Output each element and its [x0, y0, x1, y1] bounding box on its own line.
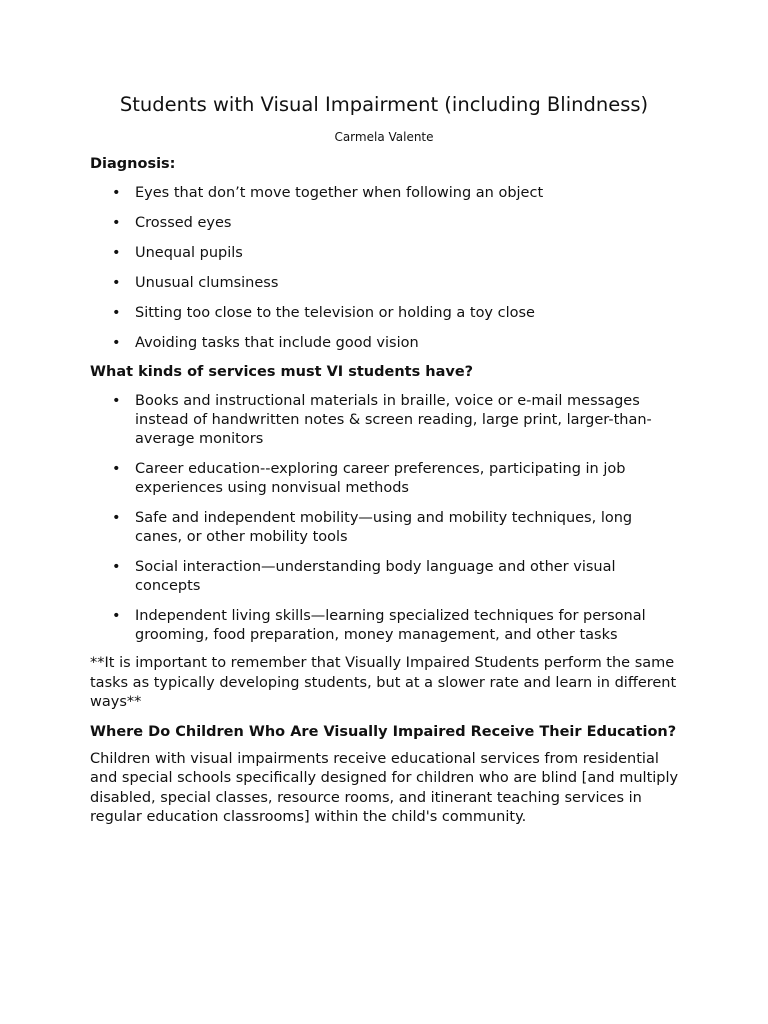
list-item-text: Social interaction—understanding body language and other visual concepts — [135, 559, 616, 594]
list-item — [90, 607, 682, 645]
list-item-text: Avoiding tasks that include good vision — [135, 335, 419, 351]
document-author: Carmela Valente — [334, 130, 434, 144]
important-note: **It is important to remember that Visually Impaired Students perform the same tasks as typically developing students, but at a slower rate and learn in different ways** — [90, 655, 677, 710]
bullet-icon: • — [112, 393, 121, 409]
list-item-text: Books and instructional materials in braille, voice or e-mail messages instead of handwritten notes & screen reading, large print, larger-than-average monitors — [135, 393, 652, 447]
bullet-icon: • — [112, 245, 121, 261]
services-list — [90, 392, 682, 645]
bullet-icon: • — [112, 335, 121, 351]
list-item-text: Safe and independent mobility—using and mobility techniques, long canes, or other mobility tools — [135, 510, 633, 545]
list-item — [90, 334, 682, 353]
diagnosis-heading: Diagnosis: — [90, 156, 176, 172]
bullet-icon: • — [112, 559, 121, 575]
education-body: Children with visual impairments receive educational services from residential and special schools specifically designed for children who are blind [and multiply disabled, special classes, resource rooms, and itinerant teaching services in regular education classrooms] within the child's community. — [90, 750, 679, 825]
list-item-text: Independent living skills—learning specialized techniques for personal grooming, food preparation, money management, and other tasks — [135, 608, 646, 643]
bullet-icon: • — [112, 305, 121, 321]
education-heading: Where Do Children Who Are Visually Impaired Receive Their Education? — [90, 723, 677, 740]
list-item-text: Crossed eyes — [135, 215, 232, 231]
bullet-icon: • — [112, 510, 121, 526]
list-item-text: Unusual clumsiness — [135, 275, 279, 291]
bullet-icon: • — [112, 608, 121, 624]
list-item — [90, 460, 682, 498]
list-item — [90, 214, 682, 233]
document-title: Students with Visual Impairment (including Blindness) — [119, 93, 649, 116]
bullet-icon: • — [112, 215, 121, 231]
list-item — [90, 509, 682, 547]
list-item — [90, 392, 682, 449]
list-item-text: Sitting too close to the television or holding a toy close — [135, 305, 535, 321]
list-item — [90, 558, 682, 596]
list-item-text: Career education--exploring career preferences, participating in job experiences using nonvisual methods — [135, 461, 626, 496]
diagnosis-list — [90, 184, 682, 353]
document-page — [90, 92, 682, 828]
bullet-icon: • — [112, 185, 121, 201]
list-item-text: Unequal pupils — [135, 245, 243, 261]
list-item — [90, 244, 682, 263]
bullet-icon: • — [112, 275, 121, 291]
list-item-text: Eyes that don’t move together when following an object — [135, 185, 544, 201]
list-item — [90, 184, 682, 203]
list-item — [90, 274, 682, 293]
services-heading: What kinds of services must VI students have? — [90, 364, 474, 380]
list-item — [90, 304, 682, 323]
bullet-icon: • — [112, 461, 121, 477]
